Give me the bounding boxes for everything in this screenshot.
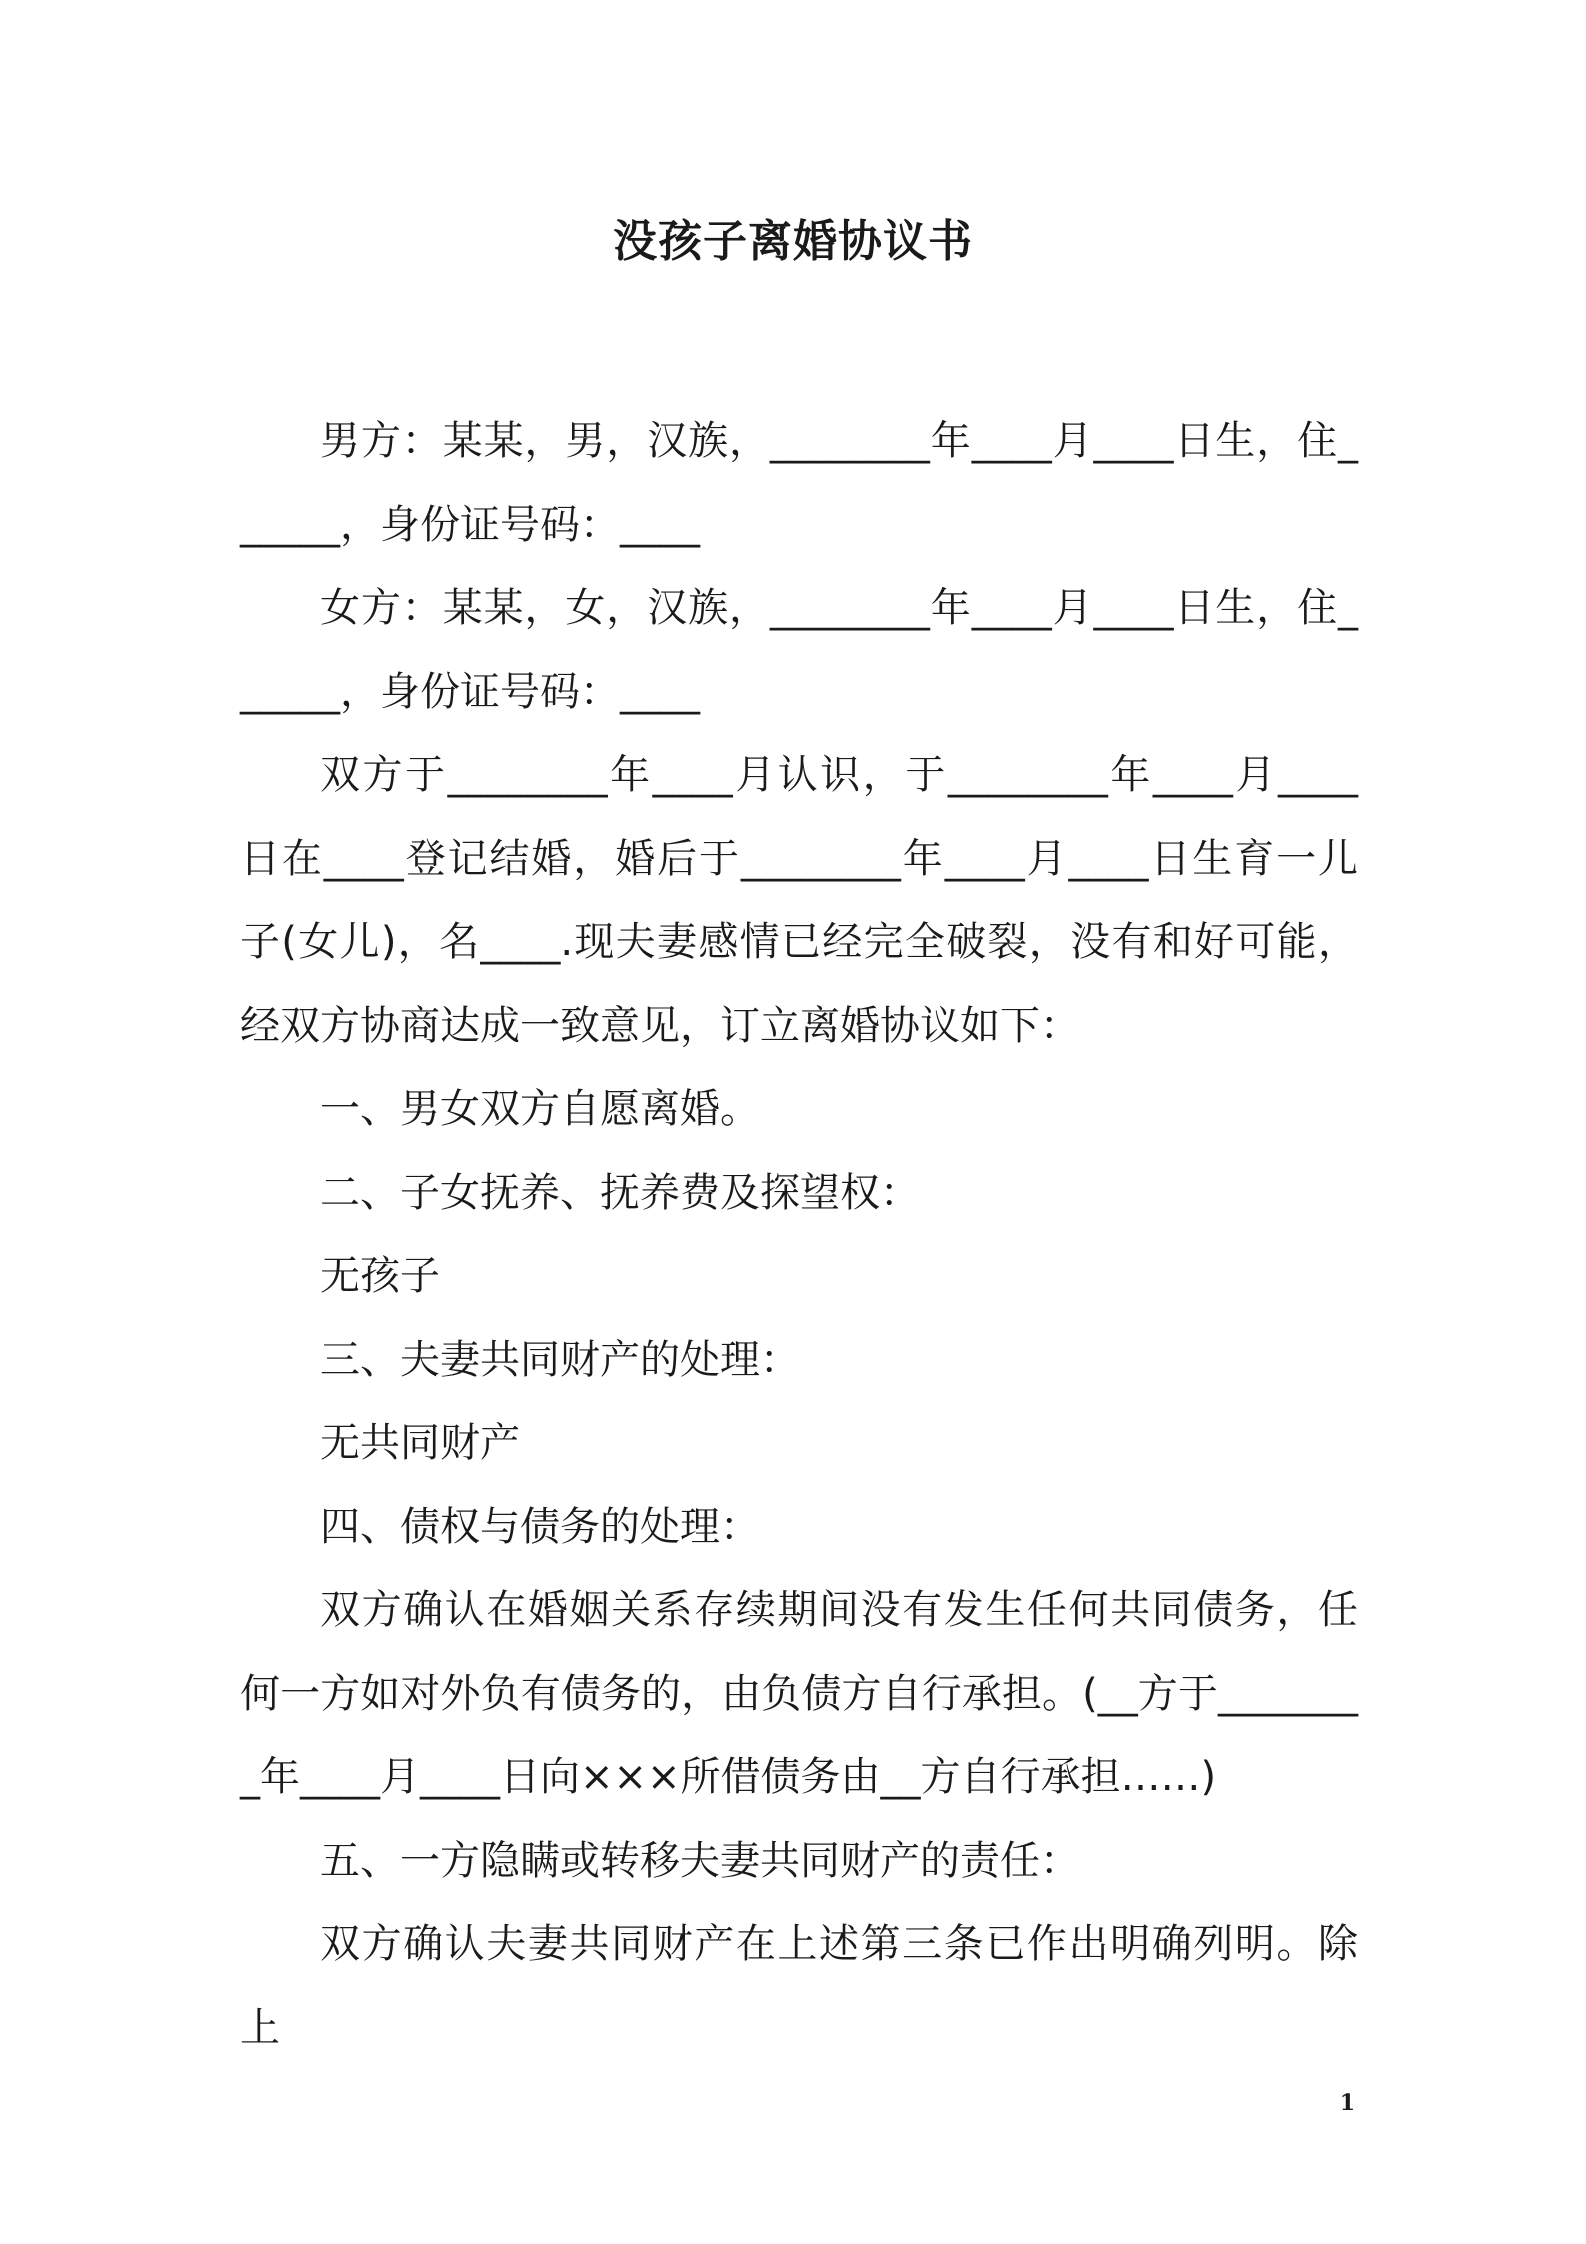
- document-title: 没孩子离婚协议书: [613, 216, 973, 267]
- document-body: [240, 400, 1358, 2070]
- clause-2-heading: 二、子女抚养、抚养费及探望权：: [320, 1169, 920, 1216]
- clause-5-content: 双方确认夫妻共同财产在上述第三条已作出明确列明。除上: [240, 1921, 1358, 2051]
- clause-2-content: 无孩子: [320, 1253, 440, 1299]
- clause-4-content: 双方确认在婚姻关系存续期间没有发生任何共同债务，任何一方如对外负有债务的，由负债方自行承担。(__方于________年____月____日向×××所借债务由__方自行承担……): [240, 1587, 1358, 1800]
- paragraph-male-party: 男方：某某，男，汉族，________年____月____日生，住______，身份证号码：____: [240, 418, 1358, 548]
- page-number: 1: [1339, 2090, 1355, 2116]
- clause-5-heading: 五、一方隐瞒或转移夫妻共同财产的责任：: [320, 1837, 1080, 1884]
- clause-3-heading: 三、夫妻共同财产的处理：: [320, 1336, 800, 1383]
- clause-3-content: 无共同财产: [320, 1420, 520, 1466]
- clause-4-heading: 四、债权与债务的处理：: [320, 1503, 760, 1550]
- paragraph-female-party: 女方：某某，女，汉族，________年____月____日生，住______，身份证号码：____: [240, 585, 1358, 715]
- paragraph-preamble: 双方于________年____月认识，于________年____月____日在____登记结婚，婚后于________年____月____日生育一儿子(女儿)，名____.现夫妻感情已经完全破裂，没有和好可能，经双方协商达成一致意见，订立离婚协议如下：: [240, 752, 1358, 1049]
- clause-1-heading: 一、男女双方自愿离婚。: [320, 1086, 760, 1132]
